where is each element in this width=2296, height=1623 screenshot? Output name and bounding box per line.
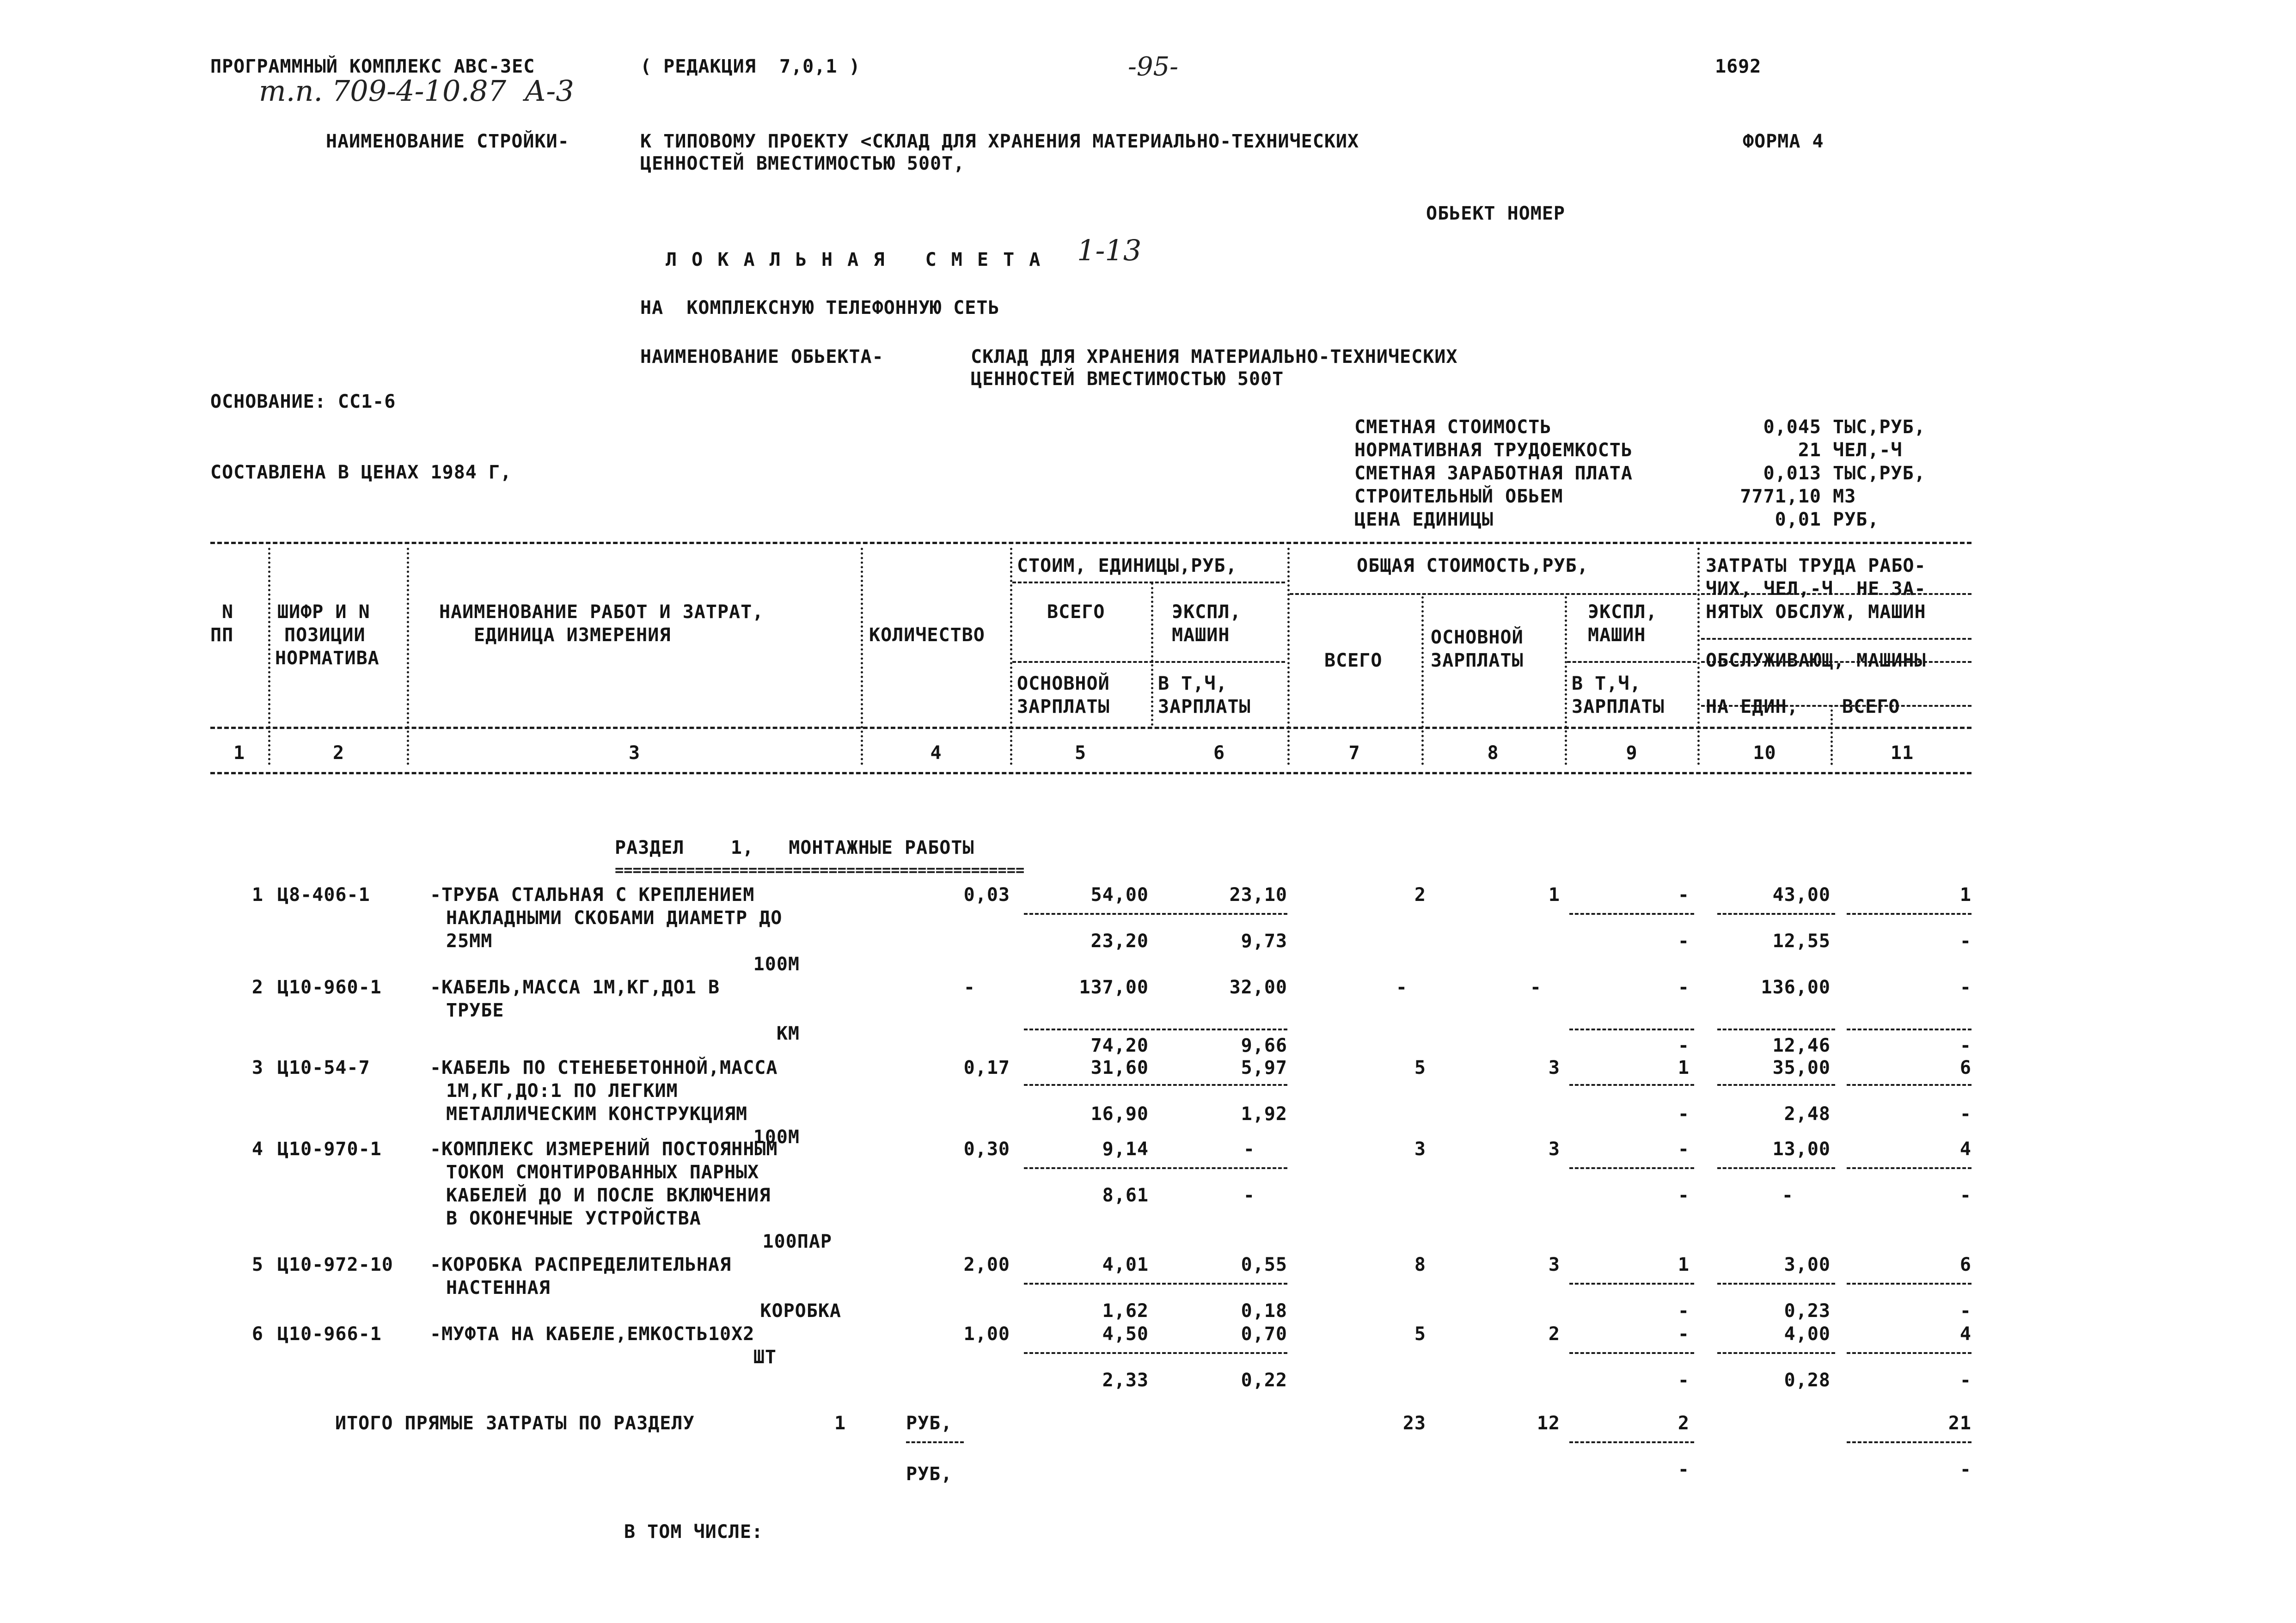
row-unit-machines: 0,70 — [1241, 1323, 1287, 1345]
summary-label: СМЕТНАЯ СТОИМОСТЬ — [1354, 416, 1552, 438]
row-labor-total: 6 — [1959, 1254, 1971, 1275]
row-unit-machines: 0,55 — [1241, 1254, 1287, 1275]
row-unit: 100ПАР — [762, 1231, 832, 1252]
column-divider — [1421, 596, 1424, 765]
value-divider — [1717, 1167, 1835, 1169]
row-name-line: 25ММ — [446, 931, 493, 952]
row-sum-total: 2 — [1414, 884, 1426, 906]
column-number: 5 — [1074, 742, 1087, 764]
row-maintenance-total: - — [1959, 1035, 1971, 1056]
row-maintenance-unit: - — [1782, 1185, 1794, 1206]
row-quantity: - — [963, 977, 975, 998]
row-code: Ц10-972-10 — [277, 1254, 393, 1275]
value-divider — [906, 1441, 964, 1443]
row-sum-machines: - — [1678, 1323, 1690, 1345]
estimate-subject: НА КОМПЛЕКСНУЮ ТЕЛЕФОННУЮ СЕТЬ — [640, 297, 1000, 318]
row-labor-unit: 13,00 — [1772, 1139, 1831, 1160]
totals-maintenance: - — [1959, 1459, 1971, 1480]
row-quantity: 0,17 — [963, 1057, 1010, 1078]
header-divider — [210, 727, 1971, 729]
edition: ( РЕДАКЦИЯ 7,0,1 ) — [640, 56, 861, 77]
col-unit-machines-header: МАШИН — [1172, 625, 1230, 646]
row-name-line: -КАБЕЛЬ,МАССА 1М,КГ,ДО1 В — [430, 977, 720, 998]
row-unit-wage: 8,61 — [1102, 1185, 1149, 1206]
row-maintenance-unit: 12,55 — [1772, 931, 1831, 952]
value-divider — [1569, 1167, 1694, 1169]
price-level: СОСТАВЛЕНА В ЦЕНАХ 1984 Г, — [210, 462, 512, 483]
totals-label: ИТОГО ПРЯМЫЕ ЗАТРАТЫ ПО РАЗДЕЛУ — [335, 1413, 695, 1434]
row-unit-machines: 32,00 — [1229, 977, 1287, 998]
total-cost-group-header: ОБЩАЯ СТОИМОСТЬ,РУБ, — [1357, 555, 1589, 576]
value-divider — [1847, 913, 1971, 915]
row-number: 4 — [251, 1139, 263, 1160]
handwritten-reference: т.п. 709-4-10.87 А-3 — [259, 74, 574, 108]
form-label: ФОРМА 4 — [1743, 131, 1824, 152]
row-labor-total: 1 — [1959, 884, 1971, 906]
col-total-labor-header: ВСЕГО — [1842, 696, 1900, 717]
row-number: 3 — [251, 1057, 263, 1078]
value-divider — [1717, 1352, 1835, 1354]
summary-unit: РУБ, — [1833, 509, 1880, 530]
row-unit-machine-wage: 0,18 — [1241, 1300, 1287, 1322]
row-maintenance-unit: 12,46 — [1772, 1035, 1831, 1056]
value-divider — [1717, 913, 1835, 915]
col-wage-header: ОСНОВНОЙ — [1431, 627, 1524, 648]
row-labor-unit: 43,00 — [1772, 884, 1831, 906]
col-unit-machine-wage-header: В Т,Ч, — [1158, 673, 1228, 694]
row-labor-unit: 3,00 — [1784, 1254, 1831, 1275]
row-unit-total: 9,14 — [1102, 1139, 1149, 1160]
column-number: 1 — [233, 742, 245, 764]
column-divider — [268, 548, 270, 765]
row-unit: 100М — [753, 1127, 800, 1148]
row-unit-machines: 5,97 — [1241, 1057, 1287, 1078]
value-divider — [1847, 1441, 1971, 1443]
column-divider — [1697, 548, 1700, 765]
row-unit-machines: - — [1243, 1139, 1255, 1160]
row-sum-machine-wage: - — [1678, 1035, 1690, 1056]
value-divider — [1024, 1283, 1287, 1285]
maintenance-group-header: ОБСЛУЖИВАЮЩ, МАШИНЫ — [1706, 650, 1926, 671]
col-unit-wage-header: ОСНОВНОЙ — [1017, 673, 1110, 694]
row-code: Ц10-966-1 — [277, 1323, 382, 1345]
row-name-line: КАБЕЛЕЙ ДО И ПОСЛЕ ВКЛЮЧЕНИЯ — [446, 1185, 771, 1206]
group-rule — [1012, 582, 1285, 583]
row-labor-total: 4 — [1959, 1139, 1971, 1160]
row-sum-total: 3 — [1414, 1139, 1426, 1160]
totals-unit: РУБ, — [906, 1464, 953, 1485]
row-unit-wage: 74,20 — [1090, 1035, 1149, 1056]
row-sum-machine-wage: - — [1678, 1300, 1690, 1322]
col-quantity-header: КОЛИЧЕСТВО — [869, 625, 985, 646]
row-maintenance-total: - — [1959, 1370, 1971, 1391]
row-sum-machine-wage: - — [1678, 931, 1690, 952]
column-number: 2 — [332, 742, 345, 764]
estimate-title: Л О К А Л Ь Н А Я С М Е Т А — [666, 249, 1042, 270]
labor-group-header: ЧИХ, ЧЕЛ,-Ч НЕ ЗА- — [1706, 578, 1926, 600]
column-number: 9 — [1626, 742, 1638, 764]
summary-value: 7771,10 — [1740, 486, 1821, 507]
construction-name-line-2: ЦЕННОСТЕЙ ВМЕСТИМОСТЬЮ 500Т, — [640, 153, 965, 174]
col-code-header: ШИФР И N — [277, 601, 370, 623]
summary-value: 21 — [1798, 440, 1821, 461]
column-divider — [1565, 596, 1567, 765]
row-unit-wage: 23,20 — [1090, 931, 1149, 952]
row-unit-machine-wage: 0,22 — [1241, 1370, 1287, 1391]
column-number: 3 — [628, 742, 641, 764]
column-number: 10 — [1753, 742, 1776, 764]
row-sum-total: 5 — [1414, 1323, 1426, 1345]
col-unit-wage-header: ЗАРПЛАТЫ — [1017, 696, 1110, 717]
row-unit-machine-wage: 9,73 — [1241, 931, 1287, 952]
row-name-line: -КОРОБКА РАСПРЕДЕЛИТЕЛЬНАЯ — [430, 1254, 732, 1275]
column-number: 6 — [1213, 742, 1225, 764]
row-maintenance-unit: 0,23 — [1784, 1300, 1831, 1322]
row-unit-total: 137,00 — [1079, 977, 1149, 998]
header-bottom-rule — [210, 772, 1971, 774]
value-divider — [1024, 913, 1287, 915]
value-divider — [1717, 1084, 1835, 1086]
row-sum-total: 8 — [1414, 1254, 1426, 1275]
summary-unit: ТЫС,РУБ, — [1833, 463, 1926, 484]
row-maintenance-total: - — [1959, 1300, 1971, 1322]
value-divider — [1569, 1029, 1694, 1030]
handwritten-estimate-number: 1-13 — [1077, 233, 1142, 267]
row-name-line: -КАБЕЛЬ ПО СТЕНЕБЕТОННОЙ,МАССА — [430, 1057, 778, 1078]
col-name-header: ЕДИНИЦА ИЗМЕРЕНИЯ — [474, 625, 671, 646]
row-unit-machine-wage: 9,66 — [1241, 1035, 1287, 1056]
totals-labor: 21 — [1948, 1413, 1971, 1434]
row-unit: КОРОБКА — [760, 1300, 841, 1322]
row-name-line: МЕТАЛЛИЧЕСКИМ КОНСТРУКЦИЯМ — [446, 1103, 748, 1125]
row-labor-unit: 4,00 — [1784, 1323, 1831, 1345]
row-quantity: 2,00 — [963, 1254, 1010, 1275]
row-number: 1 — [251, 884, 263, 906]
row-labor-total: 6 — [1959, 1057, 1971, 1078]
unit-cost-group-header: СТОИМ, ЕДИНИЦЫ,РУБ, — [1017, 555, 1237, 576]
row-maintenance-unit: 0,28 — [1784, 1370, 1831, 1391]
including-label: В ТОМ ЧИСЛЕ: — [624, 1521, 763, 1543]
object-number: ОБЬЕКТ НОМЕР — [1426, 203, 1565, 224]
summary-value: 0,01 — [1775, 509, 1821, 530]
row-quantity: 0,30 — [963, 1139, 1010, 1160]
column-divider — [407, 548, 409, 765]
row-sum-total: - — [1396, 977, 1408, 998]
estimate-basis: ОСНОВАНИЕ: СС1-6 — [210, 391, 396, 412]
object-label: НАИМЕНОВАНИЕ ОБЬЕКТА- — [640, 346, 884, 367]
row-maintenance-unit: 2,48 — [1784, 1103, 1831, 1125]
row-name-line: ТРУБЕ — [446, 1000, 504, 1021]
summary-label: ЦЕНА ЕДИНИЦЫ — [1354, 509, 1494, 530]
row-sum-wage: 2 — [1548, 1323, 1560, 1345]
section-underline: ============================================== — [615, 861, 1025, 879]
row-name-line: 1М,КГ,ДО:1 ПО ЛЕГКИМ — [446, 1080, 678, 1102]
row-number: 6 — [251, 1323, 263, 1345]
row-sum-wage: 3 — [1548, 1057, 1560, 1078]
row-labor-total: - — [1959, 977, 1971, 998]
row-sum-machines: 1 — [1678, 1057, 1690, 1078]
row-number: 2 — [251, 977, 263, 998]
row-sum-wage: - — [1530, 977, 1542, 998]
row-unit-total: 4,50 — [1102, 1323, 1149, 1345]
col-unit-machines-header: ЭКСПЛ, — [1172, 601, 1242, 623]
row-code: Ц10-970-1 — [277, 1139, 382, 1160]
row-name-line: -МУФТА НА КАБЕЛЕ,ЕМКОСТЬ10Х2 — [430, 1323, 755, 1345]
col-number-header: N — [222, 601, 234, 623]
row-code: Ц10-54-7 — [277, 1057, 370, 1078]
summary-value: 0,045 — [1763, 416, 1821, 438]
summary-unit: ЧЕЛ,-Ч — [1833, 440, 1903, 461]
section-title: РАЗДЕЛ 1, МОНТАЖНЫЕ РАБОТЫ — [615, 837, 974, 858]
row-unit-total: 31,60 — [1090, 1057, 1149, 1078]
row-name-line: НАСТЕННАЯ — [446, 1277, 551, 1298]
row-sum-machine-wage: - — [1678, 1370, 1690, 1391]
totals-total: 23 — [1402, 1413, 1426, 1434]
totals-wage: 12 — [1537, 1413, 1560, 1434]
column-number: 4 — [930, 742, 942, 764]
col-unit-machine-wage-header: ЗАРПЛАТЫ — [1158, 696, 1251, 717]
value-divider — [1024, 1029, 1287, 1030]
totals-unit: РУБ, — [906, 1413, 953, 1434]
row-unit-wage: 1,62 — [1102, 1300, 1149, 1322]
col-machines-header: МАШИН — [1588, 625, 1646, 646]
group-rule — [1701, 638, 1971, 640]
column-number: 11 — [1890, 742, 1914, 764]
value-divider — [1024, 1084, 1287, 1086]
row-labor-unit: 35,00 — [1772, 1057, 1831, 1078]
row-code: Ц10-960-1 — [277, 977, 382, 998]
summary-label: НОРМАТИВНАЯ ТРУДОЕМКОСТЬ — [1354, 440, 1633, 461]
row-number: 5 — [251, 1254, 263, 1275]
row-sum-wage: 3 — [1548, 1139, 1560, 1160]
row-sum-total: 5 — [1414, 1057, 1426, 1078]
totals-section-number: 1 — [834, 1413, 846, 1434]
row-quantity: 1,00 — [963, 1323, 1010, 1345]
row-labor-total: 4 — [1959, 1323, 1971, 1345]
col-machines-header: ЭКСПЛ, — [1588, 601, 1658, 623]
row-unit-wage: 16,90 — [1090, 1103, 1149, 1125]
row-name-line: В ОКОНЕЧНЫЕ УСТРОЙСТВА — [446, 1208, 701, 1229]
construction-name-line-1: К ТИПОВОМУ ПРОЕКТУ <СКЛАД ДЛЯ ХРАНЕНИЯ МАТЕРИАЛЬНО-ТЕХНИЧЕСКИХ — [640, 131, 1359, 152]
group-rule — [1012, 661, 1285, 663]
document-code: 1692 — [1715, 56, 1762, 77]
row-name-line: -КОМПЛЕКС ИЗМЕРЕНИЙ ПОСТОЯННЫМ — [430, 1139, 778, 1160]
value-divider — [1717, 1029, 1835, 1030]
row-labor-unit: 136,00 — [1761, 977, 1831, 998]
value-divider — [1847, 1283, 1971, 1285]
row-unit-machine-wage: 1,92 — [1241, 1103, 1287, 1125]
value-divider — [1024, 1352, 1287, 1354]
value-divider — [1569, 1352, 1694, 1354]
row-sum-machine-wage: - — [1678, 1185, 1690, 1206]
labor-group-header: ЗАТРАТЫ ТРУДА РАБО- — [1706, 555, 1926, 576]
totals-machines: 2 — [1678, 1413, 1690, 1434]
row-sum-machines: 1 — [1678, 1254, 1690, 1275]
row-name-line: ТОКОМ СМОНТИРОВАННЫХ ПАРНЫХ — [446, 1162, 759, 1183]
col-machine-wage-header: ЗАРПЛАТЫ — [1572, 696, 1665, 717]
value-divider — [1847, 1352, 1971, 1354]
group-rule — [1290, 593, 1696, 595]
row-unit-machine-wage: - — [1243, 1185, 1255, 1206]
summary-unit: ТЫС,РУБ, — [1833, 416, 1926, 438]
value-divider — [1717, 1283, 1835, 1285]
row-unit-total: 4,01 — [1102, 1254, 1149, 1275]
row-sum-machines: - — [1678, 884, 1690, 906]
row-maintenance-total: - — [1959, 1103, 1971, 1125]
table-top-rule — [210, 542, 1971, 544]
row-sum-machines: - — [1678, 1139, 1690, 1160]
summary-label: СМЕТНАЯ ЗАРАБОТНАЯ ПЛАТА — [1354, 463, 1633, 484]
col-total-header: ВСЕГО — [1324, 650, 1383, 671]
column-divider — [1287, 548, 1290, 765]
column-divider — [1151, 582, 1153, 726]
col-code-header: НОРМАТИВА — [275, 648, 380, 669]
value-divider — [1569, 1283, 1694, 1285]
program-name: ПРОГРАММНЫЙ КОМПЛЕКС АВС-3ЕС — [210, 56, 535, 77]
row-unit-wage: 2,33 — [1102, 1370, 1149, 1391]
col-wage-header: ЗАРПЛАТЫ — [1431, 650, 1524, 671]
value-divider — [1569, 1441, 1694, 1443]
row-unit-total: 54,00 — [1090, 884, 1149, 906]
col-name-header: НАИМЕНОВАНИЕ РАБОТ И ЗАТРАТ, — [439, 601, 764, 623]
value-divider — [1569, 913, 1694, 915]
row-name-line: НАКЛАДНЫМИ СКОБАМИ ДИАМЕТР ДО — [446, 907, 783, 929]
value-divider — [1847, 1029, 1971, 1030]
value-divider — [1847, 1084, 1971, 1086]
summary-unit: М3 — [1833, 486, 1856, 507]
group-rule — [1567, 661, 1696, 663]
col-number-header: ПП — [210, 625, 234, 646]
column-divider — [861, 548, 863, 765]
row-quantity: 0,03 — [963, 884, 1010, 906]
row-code: Ц8-406-1 — [277, 884, 370, 906]
summary-label: СТРОИТЕЛЬНЫЙ ОБЬЕМ — [1354, 486, 1563, 507]
row-maintenance-total: - — [1959, 931, 1971, 952]
row-sum-wage: 3 — [1548, 1254, 1560, 1275]
row-name-line: -ТРУБА СТАЛЬНАЯ С КРЕПЛЕНИЕМ — [430, 884, 755, 906]
row-unit: 100М — [753, 954, 800, 975]
column-number: 7 — [1348, 742, 1360, 764]
col-machine-wage-header: В Т,Ч, — [1572, 673, 1641, 694]
row-maintenance-total: - — [1959, 1185, 1971, 1206]
col-per-unit-header: НА ЕДИН, — [1706, 696, 1799, 717]
labor-group-header: НЯТЫХ ОБСЛУЖ, МАШИН — [1706, 601, 1926, 623]
row-unit: КМ — [776, 1023, 800, 1044]
row-sum-machines: - — [1678, 977, 1690, 998]
object-name-line-2: ЦЕННОСТЕЙ ВМЕСТИМОСТЬЮ 500Т — [971, 368, 1284, 390]
construction-label: НАИМЕНОВАНИЕ СТРОЙКИ- — [326, 131, 569, 152]
value-divider — [1847, 1167, 1971, 1169]
col-code-header: ПОЗИЦИИ — [284, 625, 366, 646]
value-divider — [1569, 1084, 1694, 1086]
col-unit-total-header: ВСЕГО — [1047, 601, 1105, 623]
row-unit-machines: 23,10 — [1229, 884, 1287, 906]
column-number: 8 — [1487, 742, 1499, 764]
page-number: -95- — [1128, 52, 1179, 82]
row-sum-machine-wage: - — [1678, 1103, 1690, 1125]
row-unit: ШТ — [753, 1347, 777, 1368]
value-divider — [1024, 1167, 1287, 1169]
object-name-line-1: СКЛАД ДЛЯ ХРАНЕНИЯ МАТЕРИАЛЬНО-ТЕХНИЧЕСКИХ — [971, 346, 1458, 367]
summary-value: 0,013 — [1763, 463, 1821, 484]
totals-machine-wage: - — [1678, 1459, 1690, 1480]
row-sum-wage: 1 — [1548, 884, 1560, 906]
column-divider — [1010, 548, 1012, 765]
